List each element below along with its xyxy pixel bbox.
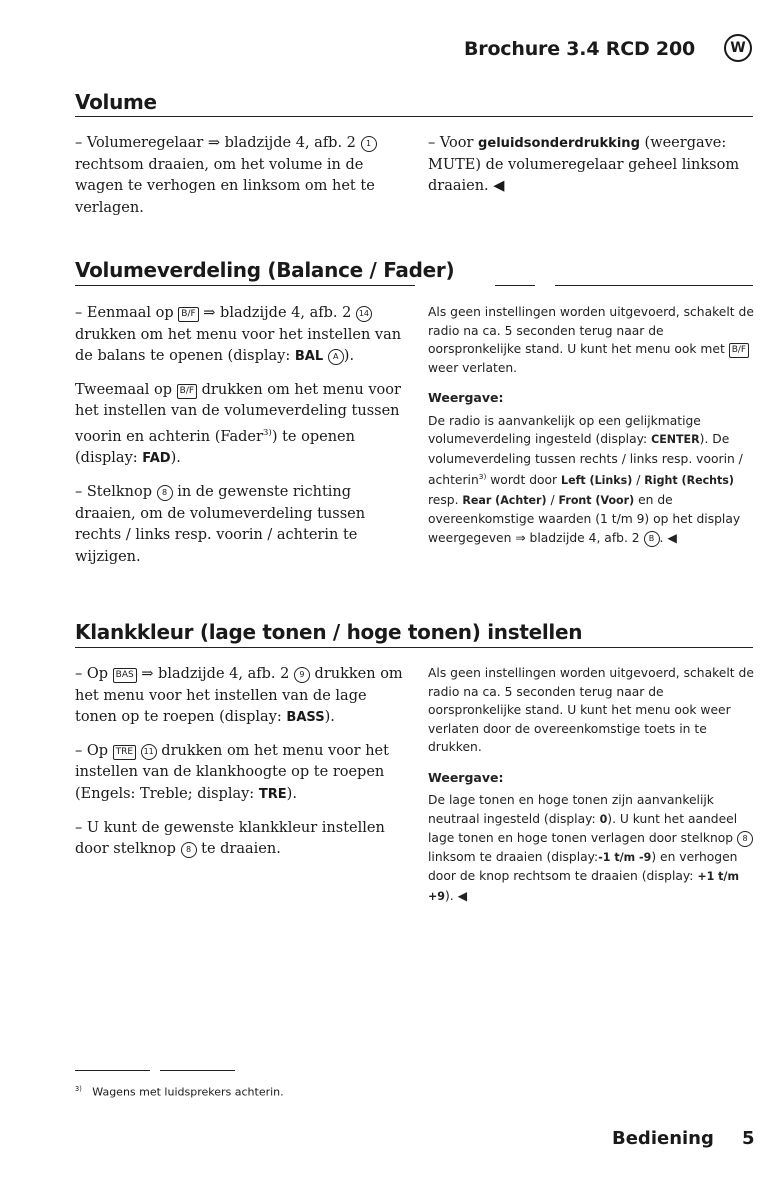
text: De radio is aanvankelijk op een gelijkmatige volumeverdeling ingesteld (display: <box>428 413 701 446</box>
callout-number-icon: 8 <box>157 485 173 501</box>
text: . ◀ <box>659 530 677 545</box>
paragraph <box>428 412 758 548</box>
bold-term: BAL <box>294 349 324 365</box>
paragraph <box>428 133 758 198</box>
text: ). <box>324 709 335 726</box>
text: ) te openen (display: <box>75 428 355 467</box>
text: bladzijde 4, afb. 2 <box>220 305 356 321</box>
divider <box>75 647 753 648</box>
text: drukken om het menu voor het instellen van de klankhoogte op te roepen (Engels: Treble; display: <box>75 742 389 802</box>
callout-number-icon: 9 <box>294 667 310 683</box>
bold-term: 0 <box>599 812 608 826</box>
callout-number-icon: 8 <box>737 831 753 847</box>
bold-term: CENTER <box>651 433 700 446</box>
text <box>136 743 141 759</box>
klankkleur-left <box>75 664 405 873</box>
page-number: 5 <box>742 1128 755 1149</box>
text: ). ◀ <box>444 888 468 903</box>
footnote-mark: 3) <box>75 1085 82 1093</box>
bold-term: Right (Rechts) <box>644 474 734 488</box>
footnote-rule <box>160 1070 235 1071</box>
text: te draaien. <box>196 841 281 858</box>
divider <box>75 116 753 117</box>
footer-section: Bediening <box>612 1128 714 1149</box>
text: ⇒ bladzijde 4, afb. 2 <box>136 666 294 682</box>
bold-term: Front (Voor) <box>558 493 635 507</box>
text: ). <box>170 450 181 467</box>
paragraph <box>428 791 758 906</box>
klankkleur-right <box>428 664 758 918</box>
button-key-icon: B/F <box>729 343 749 358</box>
text: / <box>546 492 559 507</box>
volume-right <box>428 133 758 210</box>
footnote-text: Wagens met luidsprekers achterin. <box>92 1085 284 1099</box>
button-key-icon: TRE <box>113 745 136 760</box>
text: De lage tonen en hoge tonen zijn aanvankelijk neutraal ingesteld (display: <box>428 793 714 826</box>
text: drukken om het menu voor het instellen van de volumeverdeling tussen voorin en achterin (Fader <box>75 381 401 445</box>
text: ). U kunt het aandeel lage tonen en hoge tonen verlagen door stelknop <box>428 811 738 845</box>
bold-term: -1 t/m -9 <box>598 850 652 864</box>
callout-number-icon: 8 <box>181 842 197 858</box>
paragraph <box>75 303 405 368</box>
footnote-ref: 3) <box>478 472 487 481</box>
button-key-icon: B/F <box>177 384 197 399</box>
paragraph <box>75 664 405 729</box>
bold-term: Rear (Achter) <box>462 493 547 507</box>
vw-logo: W <box>724 34 752 62</box>
bold-term: Left (Links) <box>561 474 633 488</box>
text: ⇒ <box>198 305 221 321</box>
text: linksom te draaien (display: <box>428 849 599 864</box>
subheading: Weergave: <box>428 769 504 785</box>
button-key-icon: BAS <box>113 668 137 683</box>
text: en de overeenkomstige waarden (1 t/m 9) op het display weergegeven ⇒ bladzijde 4, afb. 2 <box>428 492 741 545</box>
text: rechtsom draaien, om het volume in de wagen te verhogen en linksom om het te verlagen. <box>75 156 375 216</box>
paragraph <box>428 303 758 377</box>
text: – U kunt de gewenste klankkleur instellen door stelknop <box>75 819 385 858</box>
balance-left <box>75 303 405 580</box>
volume-left <box>75 133 405 231</box>
bold-term: geluidsonderdrukking <box>478 136 640 151</box>
text: ). <box>343 348 355 365</box>
balance-right <box>428 303 758 559</box>
text: – Stelknop <box>75 483 157 500</box>
footnote-rule <box>75 1070 150 1071</box>
text: ). De volumeverdeling tussen rechts / links resp. voorin / achterin <box>428 432 743 488</box>
divider <box>555 285 753 286</box>
text: ). <box>286 785 297 802</box>
callout-number-icon: A <box>328 349 344 365</box>
callout-number-icon: 1 <box>361 136 377 152</box>
text: – Voor <box>428 135 478 151</box>
bold-term: +1 t/m +9 <box>428 870 740 903</box>
divider <box>495 285 535 286</box>
paragraph <box>428 664 758 757</box>
bold-term: BASS <box>286 710 325 726</box>
text: (weergave: MUTE) de volumeregelaar geheel linksom draaien. ◀ <box>428 135 740 195</box>
brochure-header: Brochure 3.4 RCD 200 <box>464 38 695 60</box>
text: Als geen instellingen worden uitgevoerd, schakelt de radio na ca. 5 seconden terug naar de oorspronkelijke stand. U kunt het menu ook met <box>428 305 754 356</box>
section-title-volume: Volume <box>75 90 157 114</box>
text: drukken om het menu voor het instellen van de balans te openen (display: <box>75 326 402 365</box>
callout-number-icon: 14 <box>356 306 372 322</box>
text: / <box>632 473 645 488</box>
section-title-klankkleur: Klankkleur (lage tonen / hoge tonen) instellen <box>75 620 583 644</box>
callout-number-icon: B <box>644 531 660 547</box>
text: – Eenmaal op <box>75 305 179 321</box>
text: in de gewenste richting draaien, om de volumeverdeling tussen rechts / links resp. voorin / achterin te wijzigen. <box>75 483 366 565</box>
bold-term: FAD <box>142 451 171 467</box>
paragraph <box>75 133 405 219</box>
footnote-ref: 3) <box>262 427 272 438</box>
divider <box>75 285 415 286</box>
paragraph <box>75 380 405 470</box>
text: drukken om het menu voor het instellen van de lage tonen op te roepen (display: <box>75 666 403 726</box>
text: Als geen instellingen worden uitgevoerd, schakelt de radio na ca. 5 seconden terug naar de oorspronkelijke stand. U kunt het menu ook weer verlaten door de overeenkomstige toets in te drukken. <box>428 666 754 754</box>
text: weer verlaten. <box>428 360 518 375</box>
text: ) en verhogen door de knop rechtsom te draaien (display: <box>428 849 738 883</box>
button-key-icon: B/F <box>178 307 198 322</box>
paragraph <box>428 769 758 788</box>
paragraph <box>75 818 405 861</box>
section-title-balance: Volumeverdeling (Balance / Fader) <box>75 258 455 282</box>
paragraph <box>428 389 758 408</box>
subheading: Weergave: <box>428 390 504 405</box>
paragraph <box>75 741 405 806</box>
footnote <box>75 1085 284 1099</box>
text: wordt door <box>486 473 562 488</box>
bold-term: TRE <box>258 786 287 802</box>
text: – Op <box>75 742 113 759</box>
text: – Op <box>75 666 113 682</box>
text: resp. <box>428 492 463 507</box>
text: – Volumeregelaar ⇒ bladzijde 4, afb. 2 <box>75 135 361 151</box>
paragraph <box>75 482 405 568</box>
text: Tweemaal op <box>75 381 177 398</box>
callout-number-icon: 11 <box>141 744 157 760</box>
